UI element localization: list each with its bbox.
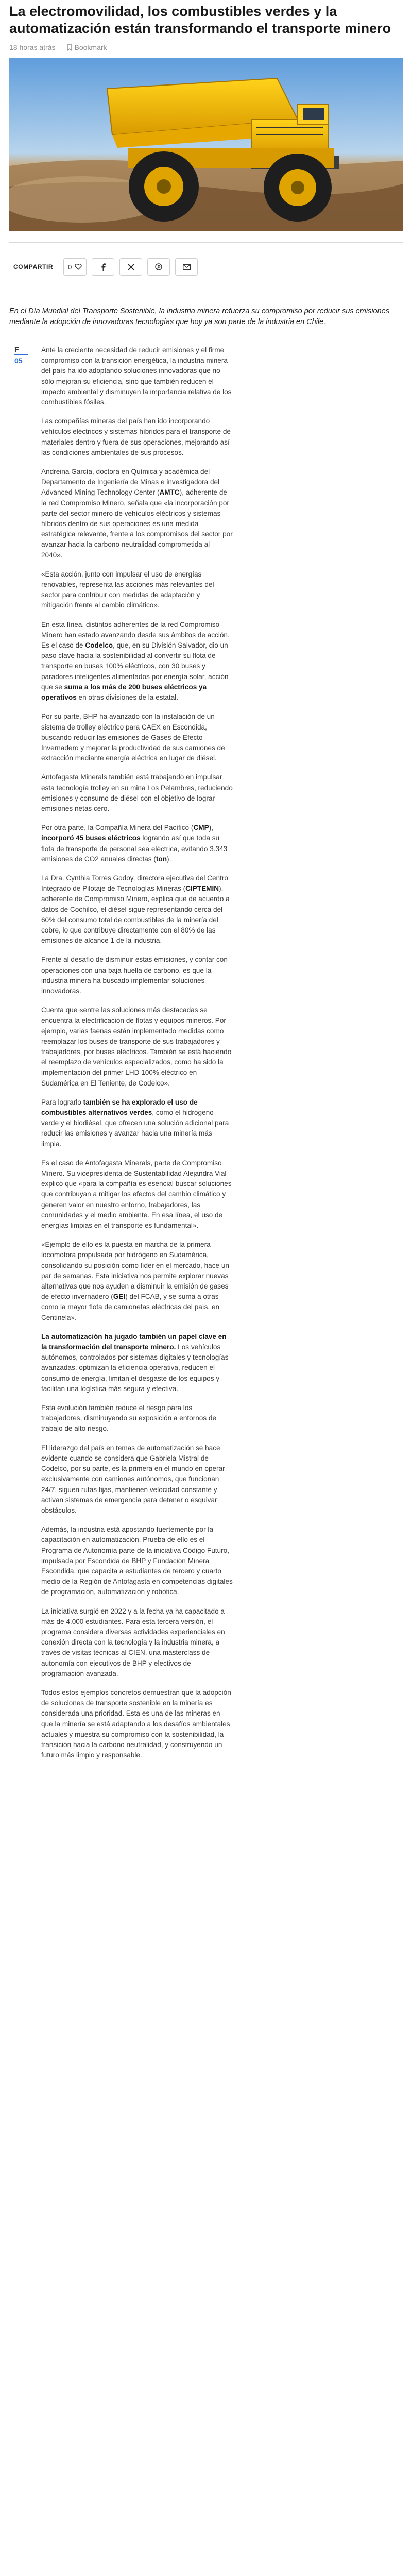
paragraph-text: Los vehículos autónomos, controlados por sistemas digitales y tecnologías avanzadas, optimizan la eficiencia operativa, reducen el consumo de energía, limitan el desgaste de los equipos y facilitan una logística más segura y efectiva. (41, 1343, 229, 1393)
email-share-button[interactable] (175, 258, 198, 276)
x-icon (128, 264, 134, 270)
share-divider-top (9, 242, 403, 243)
article-paragraph (41, 1240, 233, 1323)
article-paragraph (41, 569, 233, 611)
bold-text: ton (156, 855, 167, 863)
date-month: F (14, 345, 28, 355)
share-bar (9, 258, 403, 276)
paragraph-text: «Esta acción, junto con impulsar el uso de energías renovables, representa las acciones más relevantes del sector para contribuir con medidas de adaptación y mitigación frente al cambio climático». (41, 570, 214, 609)
article-paragraph (41, 1403, 233, 1434)
bold-text: La automatización ha jugado también un papel clave en la transformación del transporte minero. (41, 1332, 227, 1351)
date-day-ones: 5 (18, 357, 23, 365)
paragraph-text: Todos estos ejemplos concretos demuestran que la adopción de soluciones de transporte sostenible en la minería es considerada una prioridad. Esta es una de las mineras en que la minería se está adaptando a los desafíos ambientales actuales y muestra su compromiso con la sostenibilidad, la transición hacia la carbono neutralidad, y construyendo un futuro más limpio y responsable. (41, 1688, 231, 1759)
paragraph-text: Las compañías mineras del país han ido incorporando vehículos eléctricos y sistemas híbridos para el transporte de materiales dentro y fuera de sus operaciones, mejorando así las condiciones ambientales de sus procesos. (41, 417, 231, 456)
facebook-icon (101, 263, 106, 271)
paragraph-text: , como el hidrógeno verde y el biodiésel, que ofrecen una solución adicional para reducir las emisiones y avanzar hacia una minería más limpia. (41, 1109, 229, 1148)
publish-date-badge (14, 345, 28, 365)
article-paragraph (41, 1443, 233, 1516)
article-paragraph (41, 467, 233, 561)
paragraph-text: Por su parte, BHP ha avanzado con la instalación de un sistema de trolley eléctrico para CAEX en Escondida, buscando reducir las emisiones de Gases de Efecto Invernadero y mejorar la productividad de sus camiones de extracción mediante energía eléctrica en lugar de diésel. (41, 713, 225, 762)
paragraph-text: ), adherente de Compromiso Minero, explica que de acuerdo a datos de Cochilco, el diésel sigue representando cerca del 60% del consumo total de combustibles de la minería del cobre, lo que contribuye directamente con el 80% de las emisiones de alcance 1 de la industria. (41, 885, 230, 945)
date-day-tens: 0 (14, 357, 19, 365)
bold-text: también se ha explorado el uso de combustibles alternativos verdes (41, 1098, 198, 1116)
article-paragraph (41, 345, 233, 408)
paragraph-text: logrando así que toda su flota de transporte de personal sea eléctrica, evitando 3.343 emisiones de CO2 anuales directas ( (41, 834, 228, 863)
article-paragraph (41, 873, 233, 946)
paragraph-text: ). (167, 855, 171, 863)
x-share-button[interactable] (119, 258, 142, 276)
share-label: COMPARTIR (13, 263, 54, 270)
heart-icon (75, 264, 82, 270)
bold-text: suma a los más de 200 buses eléctricos ya operativos (41, 683, 207, 702)
article-paragraph (41, 416, 233, 458)
article-paragraph (41, 1688, 233, 1760)
date-day (14, 357, 28, 365)
article-paragraph (41, 1606, 233, 1679)
bookmark-label: Bookmark (74, 43, 107, 52)
article-paragraph (41, 823, 233, 865)
pinterest-share-button[interactable] (147, 258, 170, 276)
article-paragraph (41, 955, 233, 996)
hero-image (9, 58, 403, 231)
publish-time: 18 horas atrás (9, 43, 56, 52)
email-icon (183, 264, 191, 270)
paragraph-text: Es el caso de Antofagasta Minerals, parte de Compromiso Minero. Su vicepresidenta de Sustentabilidad Alejandra Vial explicó que «para la compañía es esencial buscar soluciones que contribuyan a mitigar los efectos del cambio climático y generen valor en nuestro entorno, trabajadores, las comunidades y el medio ambiente. En esa línea, el uso de energías limpias en el transporte es fundamental». (41, 1159, 232, 1230)
bold-text: CIPTEMIN (185, 885, 219, 893)
article-paragraph (41, 620, 233, 703)
facebook-share-button[interactable] (92, 258, 114, 276)
paragraph-text: Andreina García, doctora en Química y académica del Departamento de Ingeniería de Minas e investigadora del Advanced Mining Technology Center ( (41, 468, 220, 497)
article-paragraph (41, 1158, 233, 1231)
pinterest-icon (155, 263, 162, 270)
paragraph-text: Esta evolución también reduce el riesgo para los trabajadores, disminuyendo su exposición a entornos de trabajo de alto riesgo. (41, 1404, 217, 1433)
bold-text: Codelco (85, 641, 113, 650)
paragraph-text: El liderazgo del país en temas de automatización se hace evidente cuando se considera que Gabriela Mistral de Codelco, por su parte, es la primera en el mundo en operar exclusivamente con camiones autónomos, que funcionan 24/7, siguen rutas fijas, mantienen velocidad constante y activan sistemas de emergencia para detener o esquivar obstáculos. (41, 1444, 225, 1514)
like-button[interactable] (63, 258, 87, 276)
bold-text: GEI (113, 1293, 126, 1301)
article-content (9, 345, 403, 1769)
article-title: La electromovilidad, los combustibles verdes y la automatización están transformando el transporte minero (9, 4, 391, 36)
paragraph-text: Antofagasta Minerals también está trabajando en impulsar esta tecnología trolley en su mina Los Pelambres, reduciendo emisiones y consumo de diésel con el objetivo de lograr emisiones netas cero. (41, 773, 233, 812)
article-paragraph (41, 1005, 233, 1089)
date-column (9, 345, 41, 1769)
paragraph-text: Cuenta que «entre las soluciones más destacadas se encuentra la electrificación de flotas y equipos mineros. Por ejemplo, varias faenas están implementado medidas como reemplazar los buses de transporte de sus trabajadores y trabajadores, por buses eléctricos. También se está haciendo el reemplazo de vehículos especializados, como ha sido la implementación del primer LHD 100% eléctrico en Sudamérica en El Teniente, de Codelco». (41, 1006, 232, 1087)
paragraph-text: ), (209, 824, 213, 832)
bookmark-button[interactable] (67, 43, 107, 52)
article-lead: En el Día Mundial del Transporte Sostenible, la industria minera refuerza su compromiso por reducir sus emisiones mediante la adopción de innovadoras tecnologías que hoy ya son parte de la industria en Chile. (9, 307, 389, 326)
article-paragraph (41, 1332, 233, 1394)
paragraph-text: ) del FCAB, y se suma a otras como la mayor flota de camionetas eléctricas del país, en Centinela». (41, 1293, 220, 1321)
article-paragraph (41, 1524, 233, 1597)
paragraph-text: ), adherente de la red Compromiso Minero, señala que «la incorporación por parte del sector minero de vehículos eléctricos y sistemas híbridos dentro de sus operaciones es una medida estratégica relevante, frente a los compromisos del sector por avanzar hacia la carbono neutralidad comprometida al 2040». (41, 488, 233, 559)
bookmark-icon (67, 44, 72, 51)
mining-truck-illustration (9, 58, 403, 231)
article-paragraph (41, 711, 233, 764)
paragraph-text: La Dra. Cynthia Torres Godoy, directora ejecutiva del Centro Integrado de Pilotaje de Tecnologías Mineras ( (41, 874, 228, 893)
paragraph-text: , que, en su División Salvador, dio un paso clave hacia la sostenibilidad al convertir su flota de transporte en buses 100% eléctricos, con 30 buses y paradores inteligentes alimentados por energía solar, acción que se (41, 641, 229, 691)
paragraph-text: En esta línea, distintos adherentes de la red Compromiso Minero han estado avanzando desde sus ámbitos de acción. Es el caso de (41, 620, 230, 650)
paragraph-text: Frente al desafío de disminuir estas emisiones, y contar con operaciones con una baja huella de carbono, es que la industria minera ha buscado implementar soluciones innovadoras. (41, 956, 228, 995)
article-body (41, 345, 233, 1769)
bold-text: AMTC (159, 488, 180, 497)
article-meta (9, 43, 403, 52)
paragraph-text: «Ejemplo de ello es la puesta en marcha de la primera locomotora propulsada por hidrógeno en Sudamérica, consolidando su posición como líder en el mercado, hace un par de semanas. Esta iniciativa nos permite explorar nuevas alternativas que nos ayuden a disminuir la emisión de gases de efecto invernadero ( (41, 1241, 229, 1301)
article-paragraph (41, 772, 233, 814)
paragraph-text: Ante la creciente necesidad de reducir emisiones y el firme compromiso con la transición energética, la industria minera del país ha ido adoptando soluciones innovadoras que no sólo mejoran su eficiencia, sino que también reducen el impacto ambiental y disminuyen la importancia relativa de los combustibles fósiles. (41, 346, 232, 406)
paragraph-text: La iniciativa surgió en 2022 y a la fecha ya ha capacitado a más de 4.000 estudiantes. Para esta tercera versión, el programa considera diversas actividades experienciales en conexión directa con la tecnología y la industria minera, a través de visitas técnicas al CIEN, una masterclass de autonomía con ejecutivos de BHP y electivos de programación avanzada. (41, 1607, 225, 1677)
paragraph-text: Además, la industria está apostando fuertemente por la capacitación en automatización. Prueba de ello es el Programa de Autonomía parte de la iniciativa Código Futuro, impulsada por Escondida de BHP y Fundación Minera Escondida, que capacita a estudiantes de tercero y cuarto medio de la Región de Antofagasta en competencias digitales de programación, automatización y robótica. (41, 1526, 233, 1596)
article-paragraph (41, 1097, 233, 1149)
bold-text: CMP (193, 824, 209, 832)
paragraph-text: Para lograrlo (41, 1098, 83, 1106)
bold-text: incorporó 45 buses eléctricos (41, 834, 141, 842)
paragraph-text: Por otra parte, la Compañía Minera del Pacífico ( (41, 824, 194, 832)
paragraph-text: en otras divisiones de la estatal. (76, 693, 178, 702)
share-count: 0 (68, 263, 72, 271)
